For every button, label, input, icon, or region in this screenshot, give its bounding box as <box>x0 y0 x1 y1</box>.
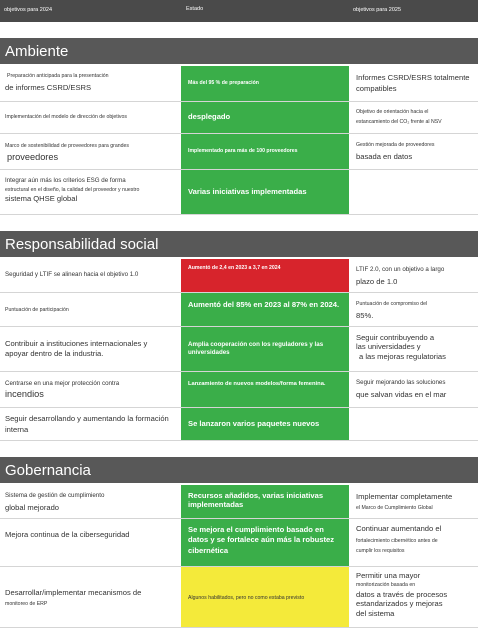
status-cell: Varias iniciativas implementadas <box>181 170 349 214</box>
goal-2025-cell: Continuar aumentando el fortalecimiento cibernético antes de cumplir los requisitos <box>356 524 442 554</box>
table-row <box>0 259 478 293</box>
section-header-ambiente <box>0 38 478 64</box>
goal-2024-cell: Seguridad y LTIF se alinean hacia el objetivo 1.0 <box>5 271 139 278</box>
status-cell: Más del 95 % de preparación <box>181 66 349 101</box>
table-row <box>0 372 478 408</box>
table-row <box>0 66 478 102</box>
section-title: Ambiente <box>5 43 69 60</box>
goal-2024-cell: Implementación del modelo de dirección de objetivos <box>5 114 127 120</box>
goal-2025-cell: Informes CSRD/ESRS totalmente compatibles <box>356 73 470 94</box>
status-cell: Aumentó del 85% en 2023 al 87% en 2024. <box>181 293 349 326</box>
goal-2025-cell: Implementar completamente el Marco de Cumplimiento Global <box>356 492 453 512</box>
status-cell: Lanzamiento de nuevos modelos/forma femenina. <box>181 372 349 407</box>
goal-2025-cell: Puntuación de compromiso del 85%. <box>356 301 428 320</box>
goal-2025-cell: Permitir una mayor monitorización basada en datos a través de procesos estandarizados y mejoras del sistema <box>356 571 448 618</box>
goal-2025-cell <box>350 408 478 440</box>
header-status: Estado <box>186 6 204 12</box>
goal-2024-cell: Desarrollar/implementar mecanismos de monitoreo de ERP <box>5 588 142 608</box>
goal-2025-cell: LTIF 2.0, con un objetivo a largo plazo de 1.0 <box>356 266 445 286</box>
table-row <box>0 519 478 567</box>
section-title: Gobernancia <box>5 462 91 479</box>
goal-2025-cell <box>350 170 478 214</box>
goal-2025-cell: Objetivo de orientación hacia el estancamiento del CO₂ frente al NSV <box>356 109 442 125</box>
status-cell: Implementado para más de 100 proveedores <box>181 134 349 169</box>
status-cell: Recursos añadidos, varias iniciativas implementadas <box>181 485 349 518</box>
status-cell: Se lanzaron varios paquetes nuevos <box>181 408 349 440</box>
status-cell: Aumentó de 2,4 en 2023 a 3,7 en 2024 <box>181 259 349 292</box>
section-header-gobernancia <box>0 457 478 483</box>
goal-2025-cell: Seguir mejorando las soluciones que salvan vidas en el mar <box>356 379 447 399</box>
header-2025-goals: objetivos para 2025 <box>353 7 402 13</box>
status-cell: Algunos habilitados, pero no como estaba previsto <box>181 567 349 627</box>
section-header-social <box>0 231 478 257</box>
status-cell: Amplia cooperación con los reguladores y las universidades <box>181 327 349 371</box>
table-header <box>0 0 478 22</box>
table-row <box>0 134 478 170</box>
goal-2024-cell: Puntuación de participación <box>5 307 69 313</box>
header-2024-goals: objetivos para 2024 <box>4 7 53 13</box>
table-row <box>0 408 478 441</box>
table-row <box>0 170 478 215</box>
goal-2024-cell: Preparación anticipada para la presentación de informes CSRD/ESRS <box>5 73 109 92</box>
goal-2024-cell: Mejora continua de la ciberseguridad <box>5 530 130 539</box>
goal-2025-cell: Seguir contribuyendo a las universidades y a las mejoras regulatorias <box>356 333 446 361</box>
goal-2025-cell: Gestión mejorada de proveedores basada en datos <box>356 142 435 161</box>
status-cell: Se mejora el cumplimiento basado en datos y se fortalece aún más la robustez cibernética <box>181 519 349 566</box>
section-title: Responsabilidad social <box>5 236 159 253</box>
table-row <box>0 327 478 372</box>
goal-2024-cell: Marco de sostenibilidad de proveedores para grandes proveedores <box>5 143 130 162</box>
status-cell: desplegado <box>181 102 349 133</box>
table-row <box>0 102 478 134</box>
goal-2024-cell: Sistema de gestión de cumplimiento global mejorado <box>5 492 105 512</box>
goal-2024-cell: Integrar aún más los criterios ESG de forma estructural en el diseño, la calidad del proveedor y nuestro sistema QHSE global <box>5 177 140 204</box>
goal-2024-cell: Contribuir a instituciones internacionales y apoyar dentro de la industria. <box>5 339 148 359</box>
table-row <box>0 567 478 628</box>
goal-2024-cell: Seguir desarrollando y aumentando la formación interna <box>5 414 169 435</box>
table-row <box>0 293 478 327</box>
table-row <box>0 485 478 519</box>
goal-2024-cell: Centrarse en una mejor protección contra incendios <box>5 380 120 399</box>
